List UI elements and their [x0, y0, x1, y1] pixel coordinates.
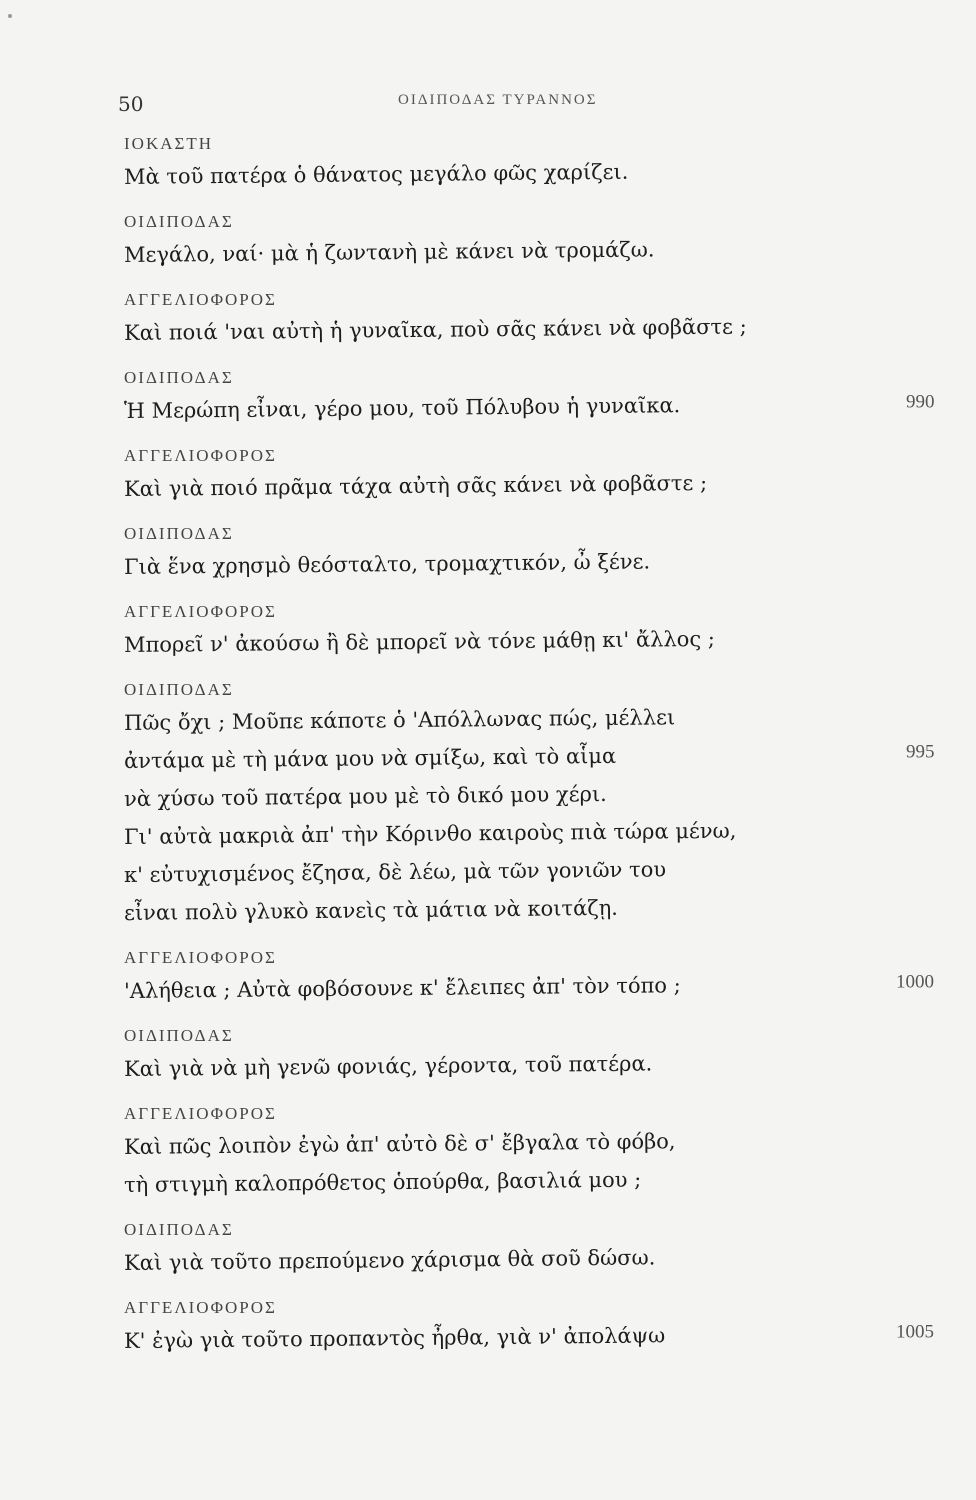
verse-line	[124, 1157, 944, 1204]
verse-line	[124, 227, 944, 274]
speaker-name: ΑΓΓΕΛΙΟΦΟΡΟΣ	[124, 446, 277, 465]
verse-text: Γιὰ ἕνα χρησμὸ θεόσταλτο, τρομαχτικόν, ὦ ξένε.	[123, 549, 651, 579]
line-number: 1005	[895, 1321, 934, 1343]
verse-text: Καὶ γιὰ τοῦτο πρεπούμενο χάρισμα θὰ σοῦ δώσω.	[123, 1245, 656, 1275]
speaker-name: ΙΟΚΑΣΤΗ	[124, 134, 214, 153]
verse-line	[124, 1041, 944, 1088]
speech-block	[124, 130, 944, 196]
verse-text: Γι' αὐτὰ μακριὰ ἀπ' τὴν Κόρινθο καιροὺς πιὰ τώρα μένω,	[123, 818, 737, 849]
verse-text: Καὶ πῶς λοιπὸν ἐγὼ ἀπ' αὐτὸ δὲ σ' ἔβγαλα τὸ φόβο,	[123, 1129, 676, 1159]
speaker-name: ΑΓΓΕΛΙΟΦΟΡΟΣ	[124, 948, 277, 967]
line-number: 1000	[895, 971, 934, 993]
play-text	[124, 130, 944, 1372]
verse-text: τὴ στιγμὴ καλοπρόθετος ὁπούρθα, βασιλιά μου ;	[123, 1167, 642, 1197]
ink-speck	[8, 14, 12, 18]
speaker-name: ΑΓΓΕΛΙΟΦΟΡΟΣ	[124, 1298, 277, 1317]
speaker-name: ΑΓΓΕΛΙΟΦΟΡΟΣ	[124, 602, 277, 621]
verse-text: Καὶ ποιά 'ναι αὐτὴ ἡ γυναῖκα, ποὺ σᾶς κάνει νὰ φοβᾶστε ;	[123, 314, 747, 345]
speech-block	[124, 208, 944, 274]
speech-block	[124, 1022, 944, 1088]
speech-block	[124, 1216, 944, 1282]
verse-text: Μεγάλο, ναί· μὰ ἡ ζωντανὴ μὲ κάνει νὰ τρομάζω.	[123, 237, 655, 267]
speech-block	[124, 1294, 944, 1360]
verse-text: Καὶ γιὰ ποιό πρᾶμα τάχα αὐτὴ σᾶς κάνει νὰ φοβᾶστε ;	[123, 470, 708, 501]
verse-line	[124, 885, 944, 932]
line-number: 995	[905, 741, 934, 763]
verse-line	[124, 305, 944, 352]
speech-block	[124, 944, 944, 1010]
verse-text: Ἡ Μερώπη εἶναι, γέρο μου, τοῦ Πόλυβου ἡ γυναῖκα.	[123, 393, 681, 423]
verse-line	[124, 383, 944, 430]
speech-block	[124, 520, 944, 586]
verse-line	[124, 461, 944, 508]
speaker-name: ΟΙΔΙΠΟΔΑΣ	[124, 524, 234, 543]
verse-text: Μὰ τοῦ πατέρα ὁ θάνατος μεγάλο φῶς χαρίζει.	[123, 159, 629, 189]
verse-line	[124, 539, 944, 586]
verse-text: ἀντάμα μὲ τὴ μάνα μου νὰ σμίξω, καὶ τὸ αἷμα	[123, 743, 617, 773]
speech-block	[124, 364, 944, 430]
verse-text: εἶναι πολὺ γλυκὸ κανεὶς τὰ μάτια νὰ κοιτάζῃ.	[123, 895, 619, 925]
speech-block	[124, 442, 944, 508]
speaker-name: ΟΙΔΙΠΟΔΑΣ	[124, 1026, 234, 1045]
verse-line	[124, 1313, 944, 1360]
verse-line	[124, 1235, 944, 1282]
verse-text: νὰ χύσω τοῦ πατέρα μου μὲ τὸ δικό μου χέρι.	[123, 781, 607, 811]
speaker-name: ΑΓΓΕΛΙΟΦΟΡΟΣ	[124, 290, 277, 309]
page-header	[118, 92, 908, 122]
verse-text: Μπορεῖ ν' ἀκούσω ἢ δὲ μπορεῖ νὰ τόνε μάθῃ κι' ἄλλος ;	[123, 626, 716, 657]
speech-block	[124, 598, 944, 664]
speaker-name: ΑΓΓΕΛΙΟΦΟΡΟΣ	[124, 1104, 277, 1123]
speaker-name: ΟΙΔΙΠΟΔΑΣ	[124, 368, 234, 387]
speech-block	[124, 286, 944, 352]
verse-line	[124, 149, 944, 196]
speaker-name: ΟΙΔΙΠΟΔΑΣ	[124, 680, 234, 699]
running-title: ΟΙΔΙΠΟΔΑΣ ΤΥΡΑΝΝΟΣ	[398, 92, 598, 108]
verse-text: κ' εὐτυχισμένος ἔζησα, δὲ λέω, μὰ τῶν γονιῶν του	[123, 857, 667, 887]
verse-line	[124, 617, 944, 664]
line-number: 990	[905, 391, 934, 413]
speech-block	[124, 676, 944, 932]
speech-block	[124, 1100, 944, 1204]
speaker-name: ΟΙΔΙΠΟΔΑΣ	[124, 1220, 234, 1239]
verse-text: 'Αλήθεια ; Αὐτὰ φοβόσουνε κ' ἔλειπες ἀπ' τὸν τόπο ;	[123, 973, 681, 1003]
page-number: 50	[118, 92, 144, 116]
verse-text: Κ' ἐγὼ γιὰ τοῦτο προπαντὸς ἦρθα, γιὰ ν' ἀπολάψω	[123, 1323, 666, 1353]
verse-text: Πῶς ὄχι ; Μοῦπε κάποτε ὁ 'Απόλλωνας πώς, μέλλει	[123, 705, 676, 735]
speaker-name: ΟΙΔΙΠΟΔΑΣ	[124, 212, 234, 231]
verse-text: Καὶ γιὰ νὰ μὴ γενῶ φονιάς, γέροντα, τοῦ πατέρα.	[123, 1051, 653, 1081]
verse-line	[124, 963, 944, 1010]
